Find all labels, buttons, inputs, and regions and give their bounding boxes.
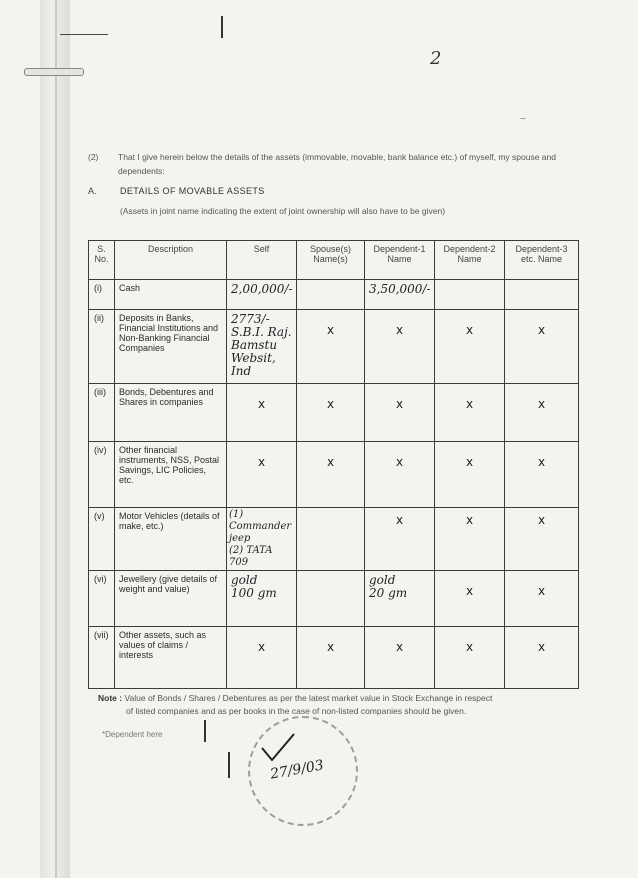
intro-number: (2) bbox=[88, 152, 99, 162]
row-self bbox=[227, 627, 297, 689]
cross-mark: x bbox=[395, 455, 404, 469]
row-description: Bonds, Debentures and Shares in companies bbox=[115, 384, 227, 442]
row-dependent-1 bbox=[365, 384, 435, 442]
row-self bbox=[227, 310, 297, 384]
row-dependent-1 bbox=[365, 571, 435, 627]
cross-mark: x bbox=[537, 640, 546, 654]
note-line-1: Value of Bonds / Shares / Debentures as per the latest market value in Stock Exchange in respect bbox=[124, 693, 493, 703]
cross-mark: x bbox=[326, 323, 335, 337]
footnote: *Dependent here bbox=[102, 730, 163, 739]
row-dependent-3 bbox=[505, 310, 579, 384]
page-number: 2 bbox=[430, 48, 442, 69]
movable-assets-table bbox=[88, 240, 579, 689]
cross-mark: x bbox=[326, 455, 335, 469]
col-header-sno: S. No. bbox=[89, 241, 115, 280]
row-dependent-3 bbox=[505, 384, 579, 442]
section-letter: A. bbox=[88, 186, 97, 196]
row-dependent-2 bbox=[435, 442, 505, 508]
row-sno: (v) bbox=[89, 508, 115, 571]
table-row bbox=[89, 508, 579, 571]
row-dependent-3 bbox=[505, 571, 579, 627]
handwritten-value: (1) Commander jeep (2) TATA 709 bbox=[229, 509, 292, 568]
row-dependent-3 bbox=[505, 442, 579, 508]
row-sno: (i) bbox=[89, 280, 115, 310]
col-header-spouse: Spouse(s) Name(s) bbox=[297, 241, 365, 280]
row-spouse bbox=[297, 442, 365, 508]
row-spouse bbox=[297, 571, 365, 627]
cross-mark: x bbox=[465, 397, 474, 411]
signature-date: 27/9/03 bbox=[269, 757, 325, 783]
row-sno: (iii) bbox=[89, 384, 115, 442]
row-sno: (vii) bbox=[89, 627, 115, 689]
col-header-self: Self bbox=[227, 241, 297, 280]
row-dependent-2 bbox=[435, 280, 505, 310]
row-dependent-3 bbox=[505, 280, 579, 310]
row-dependent-1 bbox=[365, 627, 435, 689]
row-self bbox=[227, 442, 297, 508]
table-row bbox=[89, 310, 579, 384]
ink-smudge: ~ bbox=[520, 114, 526, 125]
cross-mark: x bbox=[537, 397, 546, 411]
note-block bbox=[98, 692, 578, 718]
row-dependent-2 bbox=[435, 508, 505, 571]
handwritten-value: 2,00,000/- bbox=[231, 282, 293, 296]
cross-mark: x bbox=[537, 323, 546, 337]
handwritten-value: gold 20 gm bbox=[369, 573, 408, 600]
note-label: Note : bbox=[98, 693, 123, 703]
cross-mark: x bbox=[257, 455, 266, 469]
pen-stroke bbox=[204, 720, 206, 742]
binding-ring bbox=[24, 68, 84, 76]
margin-marker bbox=[60, 34, 108, 35]
cross-mark: x bbox=[465, 513, 474, 527]
row-dependent-3 bbox=[505, 508, 579, 571]
table-row bbox=[89, 627, 579, 689]
cross-mark: x bbox=[257, 640, 266, 654]
row-description: Jewellery (give details of weight and value) bbox=[115, 571, 227, 627]
intro-paragraph bbox=[88, 150, 578, 178]
col-header-dependent-3: Dependent-3 etc. Name bbox=[505, 241, 579, 280]
row-sno: (iv) bbox=[89, 442, 115, 508]
cross-mark: x bbox=[326, 397, 335, 411]
pen-tick bbox=[221, 16, 223, 38]
handwritten-value: 2773/- S.B.I. Raj. Bamstu Websit, Ind bbox=[231, 312, 292, 378]
section-subtitle: (Assets in joint name indicating the extent of joint ownership will also have to be given) bbox=[120, 206, 446, 216]
row-sno: (ii) bbox=[89, 310, 115, 384]
col-header-dependent-2: Dependent-2 Name bbox=[435, 241, 505, 280]
cross-mark: x bbox=[465, 640, 474, 654]
note-line-2: of listed companies and as per books in the case of non-listed companies should be given. bbox=[126, 706, 467, 716]
table-header-row bbox=[89, 241, 579, 280]
cross-mark: x bbox=[465, 584, 474, 598]
table-row bbox=[89, 571, 579, 627]
row-self bbox=[227, 384, 297, 442]
cross-mark: x bbox=[395, 323, 404, 337]
row-spouse bbox=[297, 627, 365, 689]
col-header-description: Description bbox=[115, 241, 227, 280]
cross-mark: x bbox=[326, 640, 335, 654]
row-description: Other assets, such as values of claims / interests bbox=[115, 627, 227, 689]
row-dependent-2 bbox=[435, 627, 505, 689]
cross-mark: x bbox=[537, 513, 546, 527]
pen-stroke bbox=[228, 752, 230, 778]
cross-mark: x bbox=[257, 397, 266, 411]
table-row bbox=[89, 280, 579, 310]
cross-mark: x bbox=[537, 584, 546, 598]
row-dependent-1 bbox=[365, 310, 435, 384]
row-description: Deposits in Banks, Financial Institutions and Non-Banking Financial Companies bbox=[115, 310, 227, 384]
row-self bbox=[227, 571, 297, 627]
cross-mark: x bbox=[395, 513, 404, 527]
table-row bbox=[89, 442, 579, 508]
row-dependent-2 bbox=[435, 310, 505, 384]
row-dependent-1 bbox=[365, 442, 435, 508]
row-dependent-2 bbox=[435, 571, 505, 627]
row-spouse bbox=[297, 384, 365, 442]
row-dependent-1 bbox=[365, 280, 435, 310]
row-self bbox=[227, 508, 297, 571]
cross-mark: x bbox=[465, 455, 474, 469]
row-self bbox=[227, 280, 297, 310]
cross-mark: x bbox=[395, 640, 404, 654]
cross-mark: x bbox=[395, 397, 404, 411]
row-spouse bbox=[297, 310, 365, 384]
intro-text: That I give herein below the details of the assets (immovable, movable, bank balance etc.) of myself, my spouse and dependents: bbox=[118, 152, 556, 176]
row-dependent-1 bbox=[365, 508, 435, 571]
row-sno: (vi) bbox=[89, 571, 115, 627]
row-description: Motor Vehicles (details of make, etc.) bbox=[115, 508, 227, 571]
row-description: Other financial instruments, NSS, Postal Savings, LIC Policies, etc. bbox=[115, 442, 227, 508]
cross-mark: x bbox=[465, 323, 474, 337]
row-description: Cash bbox=[115, 280, 227, 310]
handwritten-value: gold 100 gm bbox=[231, 573, 277, 600]
handwritten-value: 3,50,000/- bbox=[369, 282, 431, 296]
row-spouse bbox=[297, 508, 365, 571]
cross-mark: x bbox=[537, 455, 546, 469]
row-dependent-2 bbox=[435, 384, 505, 442]
table-row bbox=[89, 384, 579, 442]
row-dependent-3 bbox=[505, 627, 579, 689]
col-header-dependent-1: Dependent-1 Name bbox=[365, 241, 435, 280]
check-mark-icon bbox=[258, 730, 298, 766]
row-spouse bbox=[297, 280, 365, 310]
section-title: DETAILS OF MOVABLE ASSETS bbox=[120, 186, 265, 196]
margin-line bbox=[55, 0, 57, 878]
